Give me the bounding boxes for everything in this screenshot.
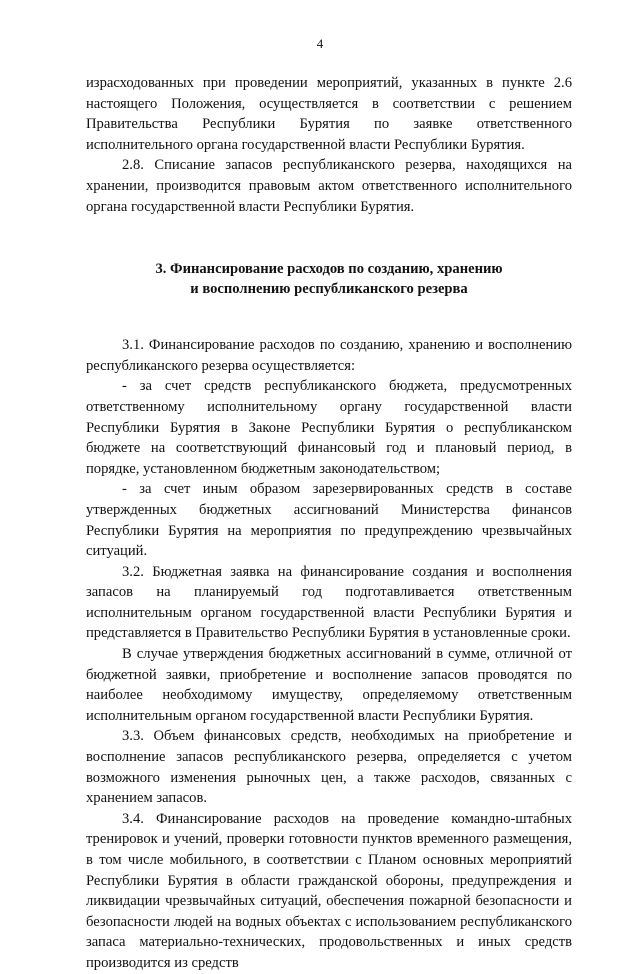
paragraph-3-1-item-2: - за счет иным образом зарезервированных средств в составе утвержденных бюджетных ассигнований Министерства финансов Республики Бурятия на мероприятия по предупреждению чрезвычайных ситуаций. [86, 481, 572, 560]
section-3-heading-line-1: 3. Финансирование расходов по созданию, хранению [155, 261, 503, 278]
paragraph-3-4: 3.4. Финансирование расходов на проведение командно-штабных тренировок и учений, проверки готовности пунктов временного размещения, в том числе мобильного, в соответствии с Планом основных мероприятий Республики Бурятия в области гражданской обороны, предупреждения и ликвидации чрезвычайных ситуаций, обеспечения пожарной безопасности и безопасности людей на водных объектах с использованием республиканского запаса материально-технических, продовольственных и иных средств производится из средств [86, 810, 572, 971]
paragraph-2-7-continuation: израсходованных при проведении мероприятий, указанных в пункте 2.6 настоящего Положения, осуществляется в соответствии с решением Правительства Республики Бурятия по заявке ответственного исполнительного органа государственной власти Республики Бурятия. [86, 75, 572, 153]
paragraph-3-3: 3.3. Объем финансовых средств, необходимых на приобретение и восполнение запасов республиканского резерва, определяется с учетом возможного изменения рыночных цен, а также расходов, связанных с хранением запасов. [86, 728, 572, 807]
section-3-heading-line-2: и восполнению республиканского резерва [190, 281, 468, 298]
document-body [86, 73, 572, 974]
section-3-heading [86, 259, 572, 299]
paragraph-3-1: 3.1. Финансирование расходов по созданию, хранению и восполнению республиканского резерва осуществляется: [86, 337, 572, 374]
paragraph-3-2-b: В случае утверждения бюджетных ассигнований в сумме, отличной от бюджетной заявки, приобретение и восполнение запасов проводятся по наиболее необходимому имуществу, определяемому ответственным исполнительным органом государственной власти Республики Бурятия. [86, 646, 572, 724]
paragraph-3-2: 3.2. Бюджетная заявка на финансирование создания и восполнения запасов на планируемый год подготавливается ответственным исполнительным органом государственной власти Республики Бурятия и представляется в Правительство Республики Бурятия в установленные сроки. [86, 563, 572, 642]
paragraph-2-8: 2.8. Списание запасов республиканского резерва, находящихся на хранении, производится правовым актом ответственного исполнительного органа государственной власти Республики Бурятия. [86, 157, 572, 215]
page-number: 4 [316, 36, 324, 51]
paragraph-3-1-item-1: - за счет средств республиканского бюджета, предусмотренных ответственному исполнительному органу государственной власти Республики Бурятия в Законе Республики Бурятия о республиканском бюджете на соответствующий финансовый год и плановый период, в порядке, установленном бюджетным законодательством; [86, 378, 572, 477]
